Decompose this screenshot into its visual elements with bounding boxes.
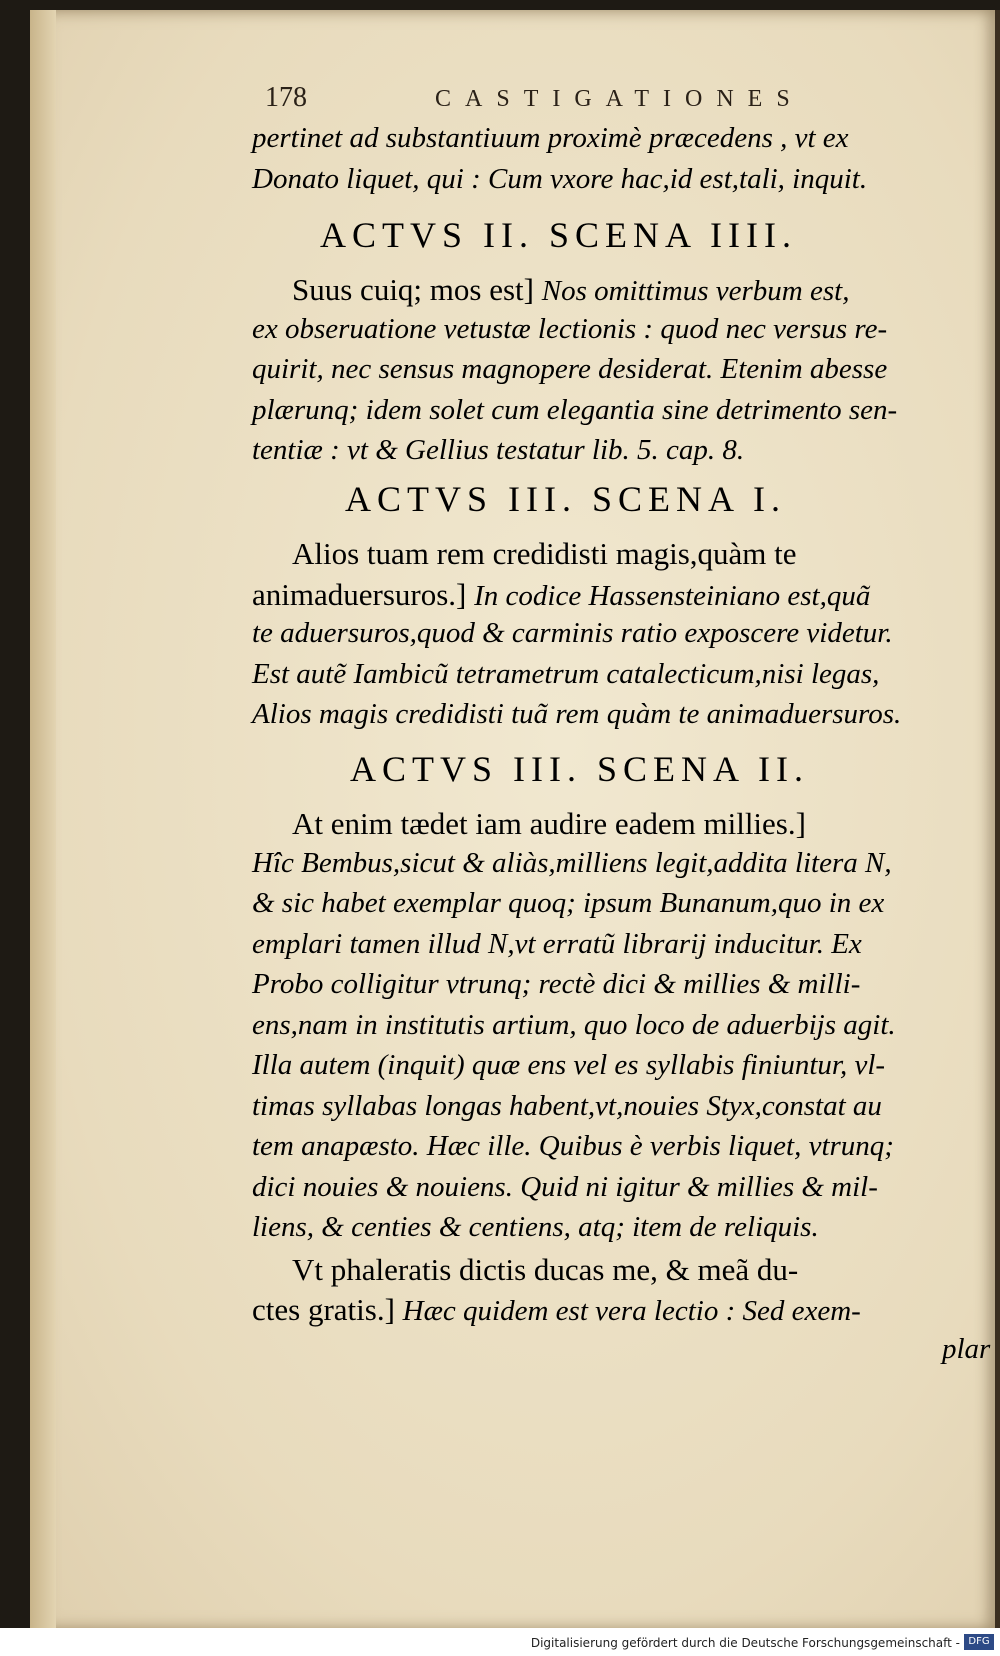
text-line [252, 1130, 894, 1163]
footer-bar [0, 1628, 1000, 1656]
commentary-text: tentiæ : vt & Gellius testatur lib. 5. cap. 8. [252, 434, 745, 466]
commentary-text: ex obseruatione vetustæ lectionis : quod nec versus re- [252, 312, 888, 345]
commentary-text: In codice Hassensteiniano est,quã [474, 579, 871, 612]
text-line [252, 1049, 885, 1082]
lemma-text: Suus cuiq; mos est] [292, 272, 542, 307]
dfg-logo: DFG [964, 1634, 994, 1650]
commentary-text: tem anapæsto. Hæc ille. Quibus è verbis liquet, vtrunq; [252, 1130, 894, 1162]
commentary-text: Hîc Bembus,sicut & aliàs,milliens legit,addita litera N, [252, 846, 892, 879]
commentary-text: ens,nam in institutis artium, quo loco de aduerbijs agit. [252, 1008, 896, 1041]
commentary-text: Illa autem (inquit) quæ ens vel es syllabis finiuntur, vl- [252, 1049, 886, 1081]
commentary-text: Est autẽ Iambicũ tetrametrum catalecticum,nisi legas, [252, 657, 880, 690]
text-line [292, 1252, 798, 1288]
section-heading: ACTVS II. SCENA IIII. [320, 215, 797, 255]
commentary-text: te aduersuros,quod & carminis ratio exposcere videtur. [252, 617, 893, 649]
text-line [252, 1171, 878, 1204]
text-line [252, 313, 887, 346]
text-line [292, 272, 849, 308]
text-line [252, 847, 892, 880]
text-line [252, 1211, 819, 1244]
text-line [252, 617, 893, 650]
text-line [252, 394, 897, 427]
commentary-text: dici nouies & nouiens. Quid ni igitur & millies & mil- [252, 1170, 878, 1203]
text-line [252, 928, 862, 961]
text-line [292, 806, 806, 842]
section-heading: ACTVS III. SCENA II. [350, 749, 809, 789]
running-title: CASTIGATIONES [435, 86, 804, 112]
text-line [252, 887, 884, 920]
text-line [252, 122, 849, 155]
lemma-text: Alios tuam rem credidisti magis,quàm te [292, 536, 797, 571]
book-page [30, 10, 1000, 1630]
text-line [252, 698, 901, 731]
commentary-text: plærunq; idem solet cum elegantia sine detrimento sen- [252, 393, 898, 426]
lemma-text: At enim tædet iam audire eadem millies.] [292, 806, 806, 841]
lemma-text: ctes gratis.] [252, 1292, 403, 1327]
text-line [252, 163, 867, 196]
page-number: 178 [265, 82, 307, 113]
commentary-text: emplari tamen illud N,vt erratũ librarij inducitur. Ex [252, 927, 862, 960]
lemma-text: animaduersuros.] [252, 576, 475, 612]
funding-credit: Digitalisierung gefördert durch die Deutsche Forschungsgemeinschaft - [530, 1636, 960, 1650]
commentary-text: pertinet ad substantiuum proximè præcedens , vt ex [252, 122, 849, 154]
commentary-text: Alios magis credidisti tuã rem quàm te animaduersuros. [252, 698, 902, 730]
commentary-text: Probo colligitur vtrunq; rectè dici & millies & milli- [252, 968, 861, 1000]
text-line [252, 577, 870, 613]
text-line [252, 434, 744, 467]
commentary-text: timas syllabas longas habent,vt,nouies Styx,constat au [252, 1089, 882, 1122]
text-line [252, 1009, 896, 1042]
commentary-text: & sic habet exemplar quoq; ipsum Bunanum,quo in ex [252, 887, 885, 919]
commentary-text: quirit, nec sensus magnopere desiderat. Etenim abesse [252, 353, 888, 385]
text-line [252, 1292, 861, 1328]
text-line [252, 353, 887, 386]
lemma-text: Vt phaleratis dictis ducas me, & meã du- [292, 1251, 799, 1287]
text-line [292, 536, 797, 572]
commentary-text: Nos omittimus verbum est, [541, 275, 850, 307]
text-line [942, 1333, 990, 1366]
section-heading: ACTVS III. SCENA I. [345, 479, 787, 519]
commentary-text: Donato liquet, qui : Cum vxore hac,id est,tali, inquit. [252, 162, 868, 195]
commentary-text: plar [942, 1332, 991, 1365]
text-line [252, 658, 879, 691]
commentary-text: liens, & centies & centiens, atq; item de reliquis. [252, 1211, 819, 1243]
page-gutter [30, 10, 56, 1630]
commentary-text: Hæc quidem est vera lectio : Sed exem- [402, 1295, 861, 1327]
text-line [252, 968, 860, 1001]
text-line [252, 1090, 882, 1123]
